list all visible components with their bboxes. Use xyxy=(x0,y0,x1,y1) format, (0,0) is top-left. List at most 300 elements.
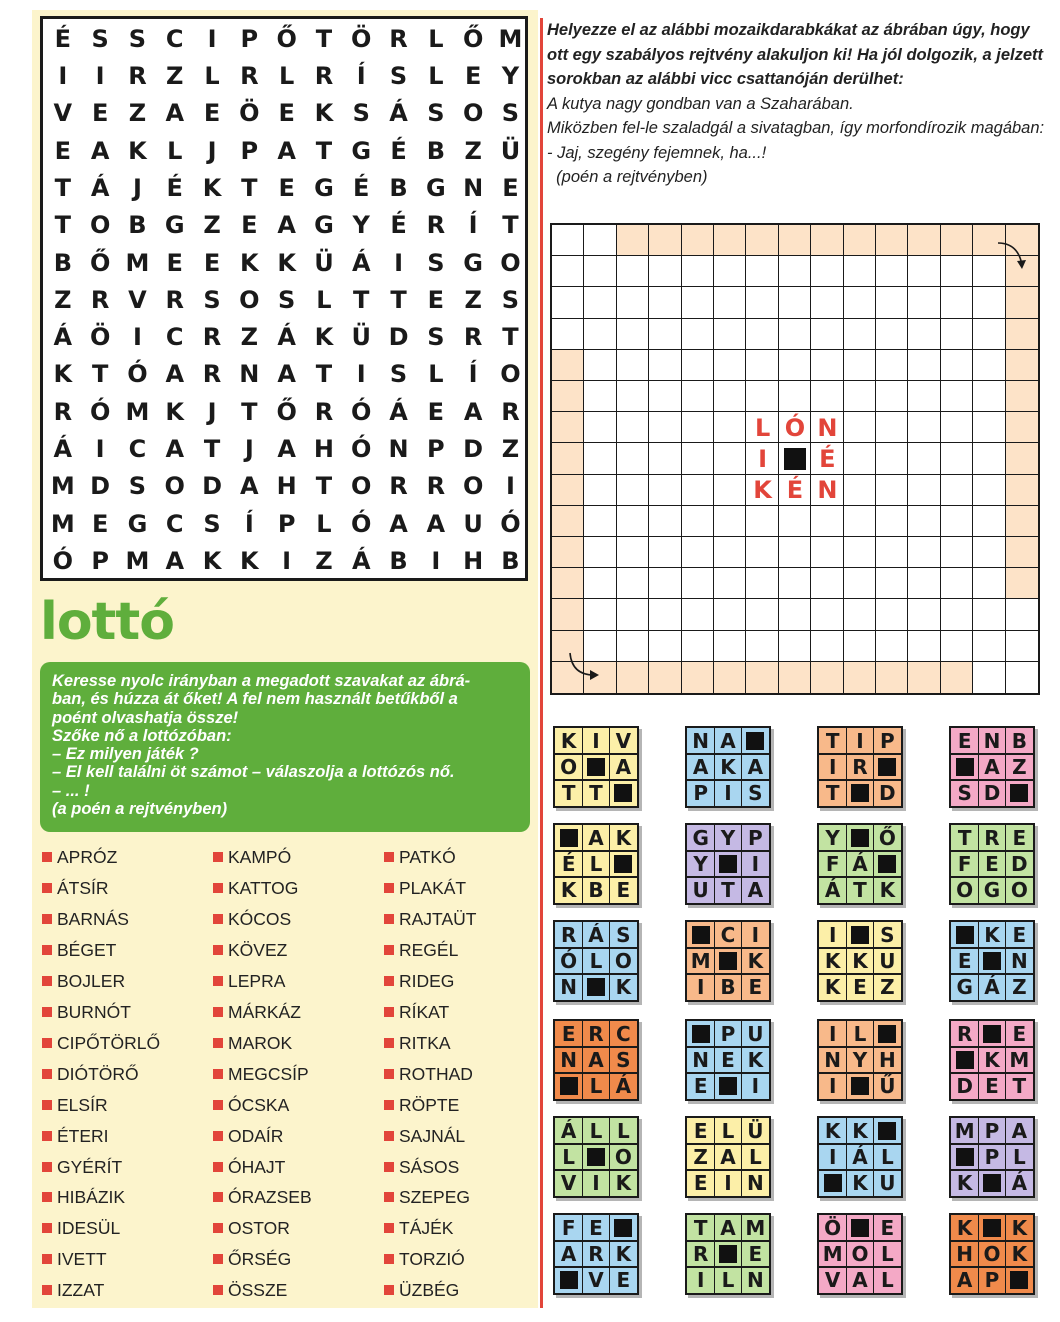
grid-cell[interactable] xyxy=(584,256,616,287)
piece-gridline xyxy=(873,922,875,1000)
grid-cell[interactable] xyxy=(876,443,908,474)
grid-cell[interactable] xyxy=(584,443,616,474)
piece-letter: L xyxy=(589,1074,603,1098)
grid-cell[interactable] xyxy=(941,412,973,443)
grid-cell[interactable] xyxy=(941,350,973,381)
grid-cell[interactable] xyxy=(908,475,940,506)
grid-cell-highlighted[interactable] xyxy=(552,381,584,412)
wordsearch-letter: I xyxy=(505,472,515,501)
piece-letter: Ü xyxy=(747,1119,764,1143)
grid-cell[interactable] xyxy=(876,537,908,568)
grid-cell[interactable] xyxy=(714,443,746,474)
wordsearch-letter: C xyxy=(165,24,184,53)
piece-letter: K xyxy=(824,975,841,999)
grid-cell[interactable] xyxy=(908,599,940,630)
wordsearch-letter: R xyxy=(389,472,408,501)
mosaic-piece[interactable] xyxy=(949,823,1035,905)
grid-cell[interactable] xyxy=(649,506,681,537)
grid-cell[interactable] xyxy=(682,631,714,662)
grid-cell[interactable] xyxy=(584,381,616,412)
grid-cell[interactable] xyxy=(876,381,908,412)
grid-cell[interactable] xyxy=(876,568,908,599)
grid-cell-highlighted[interactable] xyxy=(844,662,876,693)
grid-cell[interactable] xyxy=(844,412,876,443)
grid-cell[interactable] xyxy=(973,475,1005,506)
mosaic-piece[interactable] xyxy=(685,726,771,808)
mosaic-piece[interactable] xyxy=(949,1213,1035,1295)
grid-cell-highlighted[interactable] xyxy=(811,662,843,693)
grid-cell[interactable] xyxy=(779,350,811,381)
mosaic-piece[interactable] xyxy=(817,726,903,808)
grid-cell-highlighted[interactable] xyxy=(941,662,973,693)
grid-cell[interactable] xyxy=(941,443,973,474)
grid-cell[interactable] xyxy=(876,350,908,381)
grid-cell[interactable] xyxy=(649,256,681,287)
grid-cell[interactable] xyxy=(779,599,811,630)
grid-cell[interactable] xyxy=(584,599,616,630)
grid-cell[interactable] xyxy=(746,599,778,630)
grid-cell[interactable] xyxy=(1006,662,1038,693)
bullet-square-icon xyxy=(213,1162,223,1172)
mosaic-joke-line: - Jaj, szegény fejemnek, ha...! xyxy=(547,143,767,162)
mosaic-piece[interactable] xyxy=(817,920,903,1002)
wordsearch-letter: Í xyxy=(468,360,478,389)
grid-cell[interactable] xyxy=(617,381,649,412)
grid-cell-highlighted[interactable] xyxy=(1006,319,1038,350)
grid-cell[interactable] xyxy=(649,537,681,568)
grid-cell[interactable] xyxy=(552,225,584,256)
piece-letter: A xyxy=(720,1216,736,1240)
piece-letter: K xyxy=(852,1171,868,1195)
wordsearch-letter: A xyxy=(277,211,296,240)
grid-cell[interactable] xyxy=(844,443,876,474)
mosaic-piece[interactable] xyxy=(553,1019,639,1101)
grid-cell[interactable] xyxy=(649,412,681,443)
grid-cell-highlighted[interactable] xyxy=(844,225,876,256)
grid-cell-highlighted[interactable] xyxy=(682,225,714,256)
piece-letter: E xyxy=(985,852,999,876)
grid-cell[interactable] xyxy=(552,319,584,350)
mosaic-piece[interactable] xyxy=(685,1019,771,1101)
grid-cell-highlighted[interactable] xyxy=(1006,506,1038,537)
grid-cell[interactable] xyxy=(941,319,973,350)
mosaic-joke-line: Miközben fel-le szaladgál a sivatagban, így morfondírozik magában: xyxy=(547,119,1045,137)
grid-cell[interactable] xyxy=(779,568,811,599)
piece-letter: K xyxy=(984,1048,1000,1072)
grid-cell[interactable] xyxy=(714,568,746,599)
grid-cell[interactable] xyxy=(844,475,876,506)
wordsearch-letter: L xyxy=(167,136,183,165)
word-list-item xyxy=(42,1095,108,1116)
grid-cell[interactable] xyxy=(973,599,1005,630)
grid-cell[interactable] xyxy=(714,537,746,568)
grid-cell[interactable] xyxy=(682,287,714,318)
grid-cell[interactable] xyxy=(682,599,714,630)
mosaic-piece[interactable] xyxy=(949,920,1035,1002)
grid-cell[interactable] xyxy=(779,537,811,568)
mosaic-piece[interactable] xyxy=(685,1213,771,1295)
word-text: ÓRAZSEB xyxy=(228,1187,312,1208)
grid-cell[interactable] xyxy=(844,599,876,630)
grid-cell[interactable] xyxy=(876,475,908,506)
grid-cell-highlighted[interactable] xyxy=(746,662,778,693)
grid-cell-highlighted[interactable] xyxy=(746,225,778,256)
grid-cell[interactable] xyxy=(649,381,681,412)
grid-cell[interactable] xyxy=(844,350,876,381)
mosaic-piece[interactable] xyxy=(553,1213,639,1295)
grid-cell[interactable] xyxy=(811,256,843,287)
grid-cell[interactable] xyxy=(584,568,616,599)
grid-cell[interactable] xyxy=(584,412,616,443)
grid-cell-highlighted[interactable] xyxy=(779,662,811,693)
grid-cell-highlighted[interactable] xyxy=(1006,475,1038,506)
grid-cell-highlighted[interactable] xyxy=(552,599,584,630)
grid-cell[interactable] xyxy=(811,568,843,599)
grid-cell[interactable] xyxy=(682,443,714,474)
piece-letter: I xyxy=(592,1171,600,1195)
grid-cell[interactable] xyxy=(682,256,714,287)
grid-cell[interactable] xyxy=(844,631,876,662)
grid-cell-highlighted[interactable] xyxy=(552,350,584,381)
grid-cell[interactable] xyxy=(908,443,940,474)
grid-cell[interactable] xyxy=(844,381,876,412)
grid-cell[interactable] xyxy=(908,256,940,287)
grid-cell[interactable] xyxy=(811,350,843,381)
grid-cell-highlighted[interactable] xyxy=(1006,350,1038,381)
grid-cell[interactable] xyxy=(617,443,649,474)
grid-cell[interactable] xyxy=(811,381,843,412)
mosaic-piece[interactable] xyxy=(949,726,1035,808)
piece-letter: K xyxy=(720,755,736,779)
mosaic-piece[interactable] xyxy=(685,823,771,905)
grid-cell[interactable] xyxy=(584,319,616,350)
grid-cell-highlighted[interactable] xyxy=(1006,443,1038,474)
grid-cell[interactable] xyxy=(876,412,908,443)
grid-cell[interactable] xyxy=(908,381,940,412)
grid-cell[interactable] xyxy=(941,537,973,568)
grid-cell[interactable] xyxy=(844,319,876,350)
piece-gridline xyxy=(978,1118,980,1196)
piece-letter: U xyxy=(879,1171,896,1195)
grid-cell-highlighted[interactable] xyxy=(714,225,746,256)
grid-cell[interactable] xyxy=(584,225,616,256)
grid-cell[interactable] xyxy=(714,287,746,318)
word-list-item xyxy=(384,1095,459,1116)
grid-cell[interactable] xyxy=(876,631,908,662)
grid-cell[interactable] xyxy=(584,506,616,537)
grid-cell[interactable] xyxy=(746,319,778,350)
grid-cell[interactable] xyxy=(617,287,649,318)
grid-cell[interactable] xyxy=(649,475,681,506)
grid-cell-highlighted[interactable] xyxy=(714,662,746,693)
grid-cell-highlighted[interactable] xyxy=(552,412,584,443)
grid-cell[interactable] xyxy=(908,506,940,537)
wordsearch-letter: Ó xyxy=(351,397,372,426)
grid-cell[interactable] xyxy=(746,350,778,381)
piece-gridline xyxy=(555,779,637,781)
mosaic-piece[interactable] xyxy=(949,1019,1035,1101)
piece-gridline xyxy=(714,922,716,1000)
wordsearch-letter: S xyxy=(389,360,408,389)
grid-cell[interactable] xyxy=(649,319,681,350)
grid-cell-highlighted[interactable] xyxy=(552,443,584,474)
grid-cell[interactable] xyxy=(746,381,778,412)
grid-cell[interactable] xyxy=(746,256,778,287)
grid-cell[interactable] xyxy=(649,568,681,599)
grid-cell[interactable] xyxy=(973,631,1005,662)
grid-cell-highlighted[interactable] xyxy=(1006,381,1038,412)
grid-cell[interactable] xyxy=(973,412,1005,443)
grid-cell[interactable] xyxy=(649,599,681,630)
grid-cell[interactable] xyxy=(682,475,714,506)
mosaic-piece[interactable] xyxy=(817,1213,903,1295)
wordsearch-letter: Z xyxy=(240,323,259,352)
wordsearch-letter: Z xyxy=(128,99,147,128)
grid-cell[interactable] xyxy=(811,599,843,630)
wordsearch-letter: Ö xyxy=(89,323,111,352)
piece-gridline xyxy=(819,779,901,781)
wordsearch-letter: B xyxy=(389,546,408,575)
grid-cell[interactable] xyxy=(649,350,681,381)
grid-cell[interactable] xyxy=(908,537,940,568)
grid-cell[interactable] xyxy=(714,631,746,662)
wordsearch-letter: K xyxy=(165,397,185,426)
piece-letter: K xyxy=(615,1171,632,1195)
grid-cell-highlighted[interactable] xyxy=(617,662,649,693)
grid-cell[interactable] xyxy=(941,599,973,630)
grid-cell[interactable] xyxy=(1006,631,1038,662)
grid-cell[interactable] xyxy=(779,319,811,350)
grid-cell[interactable] xyxy=(649,443,681,474)
grid-cell[interactable] xyxy=(584,475,616,506)
grid-cell[interactable] xyxy=(682,412,714,443)
grid-cell[interactable] xyxy=(908,412,940,443)
grid-cell[interactable] xyxy=(779,506,811,537)
grid-cell[interactable] xyxy=(682,568,714,599)
piece-letter: A xyxy=(615,755,632,779)
piece-letter: K xyxy=(615,1242,632,1266)
grid-cell[interactable] xyxy=(714,475,746,506)
grid-cell[interactable] xyxy=(617,319,649,350)
grid-cell[interactable] xyxy=(617,506,649,537)
grid-cell[interactable] xyxy=(714,599,746,630)
grid-cell[interactable] xyxy=(973,568,1005,599)
piece-letter: K xyxy=(1011,1216,1028,1240)
piece-gridline xyxy=(555,1169,637,1171)
grid-cell[interactable] xyxy=(779,287,811,318)
mosaic-piece[interactable] xyxy=(817,1019,903,1101)
grid-cell-highlighted[interactable] xyxy=(617,225,649,256)
grid-cell[interactable] xyxy=(973,381,1005,412)
wordsearch-letter: D xyxy=(388,323,409,352)
grid-cell[interactable] xyxy=(941,475,973,506)
word-text: REGÉL xyxy=(399,939,459,960)
grid-cell[interactable] xyxy=(682,506,714,537)
piece-gridline xyxy=(714,1215,716,1293)
grid-cell[interactable] xyxy=(908,568,940,599)
grid-cell[interactable] xyxy=(714,381,746,412)
grid-cell-highlighted[interactable] xyxy=(552,537,584,568)
grid-cell-highlighted[interactable] xyxy=(552,475,584,506)
grid-cell[interactable] xyxy=(617,537,649,568)
mosaic-piece[interactable] xyxy=(685,1116,771,1198)
grid-cell[interactable] xyxy=(779,631,811,662)
grid-cell[interactable] xyxy=(876,256,908,287)
grid-cell-highlighted[interactable] xyxy=(1006,287,1038,318)
grid-cell-highlighted[interactable] xyxy=(649,225,681,256)
piece-gridline xyxy=(951,947,1033,949)
grid-cell[interactable] xyxy=(973,506,1005,537)
grid-cell[interactable] xyxy=(682,537,714,568)
wordsearch-row xyxy=(43,20,525,58)
grid-cell-highlighted[interactable] xyxy=(552,568,584,599)
grid-given-letter: K xyxy=(753,476,772,505)
grid-cell[interactable] xyxy=(941,381,973,412)
wordsearch-letter: N xyxy=(388,435,409,464)
grid-cell[interactable] xyxy=(617,256,649,287)
grid-cell[interactable] xyxy=(908,350,940,381)
grid-cell[interactable] xyxy=(584,350,616,381)
grid-cell-highlighted[interactable] xyxy=(876,225,908,256)
grid-cell[interactable] xyxy=(714,319,746,350)
grid-cell-highlighted[interactable] xyxy=(552,506,584,537)
grid-cell[interactable] xyxy=(876,506,908,537)
grid-cell[interactable] xyxy=(811,506,843,537)
grid-cell[interactable] xyxy=(973,350,1005,381)
grid-cell[interactable] xyxy=(876,319,908,350)
grid-cell[interactable] xyxy=(973,537,1005,568)
mosaic-piece[interactable] xyxy=(553,1116,639,1198)
wordsearch-letter: R xyxy=(240,62,259,91)
piece-letter: K xyxy=(852,949,868,973)
grid-cell[interactable] xyxy=(811,631,843,662)
grid-cell-highlighted[interactable] xyxy=(779,225,811,256)
piece-letter: Z xyxy=(880,975,895,999)
grid-cell[interactable] xyxy=(714,412,746,443)
grid-cell[interactable] xyxy=(811,319,843,350)
grid-cell[interactable] xyxy=(552,256,584,287)
grid-cell-highlighted[interactable] xyxy=(1006,412,1038,443)
grid-cell[interactable] xyxy=(617,631,649,662)
piece-gridline xyxy=(819,947,901,949)
mosaic-piece[interactable] xyxy=(817,1116,903,1198)
grid-cell[interactable] xyxy=(649,287,681,318)
mosaic-piece[interactable] xyxy=(553,726,639,808)
grid-cell[interactable] xyxy=(941,568,973,599)
grid-cell[interactable] xyxy=(973,287,1005,318)
grid-cell[interactable] xyxy=(876,599,908,630)
grid-cell[interactable] xyxy=(617,475,649,506)
grid-cell[interactable] xyxy=(714,350,746,381)
wordsearch-letter: Y xyxy=(352,211,370,240)
grid-cell[interactable] xyxy=(714,506,746,537)
word-text: ROTHAD xyxy=(399,1063,473,1084)
grid-cell[interactable] xyxy=(1006,599,1038,630)
grid-cell[interactable] xyxy=(908,631,940,662)
grid-cell[interactable] xyxy=(617,568,649,599)
wordsearch-letter: K xyxy=(314,99,334,128)
grid-cell[interactable] xyxy=(844,537,876,568)
piece-letter: Á xyxy=(984,975,1000,999)
grid-cell-highlighted[interactable] xyxy=(1006,537,1038,568)
grid-cell[interactable] xyxy=(973,319,1005,350)
mosaic-piece[interactable] xyxy=(553,920,639,1002)
grid-cell[interactable] xyxy=(649,631,681,662)
grid-cell[interactable] xyxy=(908,319,940,350)
word-list-item xyxy=(42,1033,160,1054)
grid-cell[interactable] xyxy=(682,319,714,350)
piece-letter: N xyxy=(692,1048,710,1072)
word-list-item xyxy=(42,1002,131,1023)
mosaic-piece[interactable] xyxy=(949,1116,1035,1198)
grid-cell-highlighted[interactable] xyxy=(811,225,843,256)
grid-cell[interactable] xyxy=(617,350,649,381)
mosaic-piece[interactable] xyxy=(553,823,639,905)
grid-cell[interactable] xyxy=(844,287,876,318)
grid-cell[interactable] xyxy=(811,287,843,318)
grid-cell[interactable] xyxy=(584,537,616,568)
grid-cell[interactable] xyxy=(617,599,649,630)
grid-cell[interactable] xyxy=(844,568,876,599)
piece-letter: K xyxy=(852,1119,868,1143)
mosaic-piece[interactable] xyxy=(685,920,771,1002)
grid-cell[interactable] xyxy=(811,537,843,568)
grid-cell[interactable] xyxy=(973,662,1005,693)
grid-cell[interactable] xyxy=(973,443,1005,474)
grid-cell-highlighted[interactable] xyxy=(908,662,940,693)
grid-cell-highlighted[interactable] xyxy=(649,662,681,693)
grid-cell[interactable] xyxy=(941,287,973,318)
grid-cell[interactable] xyxy=(746,506,778,537)
wordsearch-letter: E xyxy=(427,285,445,314)
grid-cell[interactable] xyxy=(746,631,778,662)
word-list-item xyxy=(213,1095,289,1116)
grid-cell[interactable] xyxy=(941,631,973,662)
wordsearch-letter: J xyxy=(207,397,217,426)
wordsearch-letter: M xyxy=(125,248,150,277)
grid-cell-highlighted[interactable] xyxy=(941,225,973,256)
grid-cell[interactable] xyxy=(682,381,714,412)
grid-cell[interactable] xyxy=(617,412,649,443)
grid-cell-highlighted[interactable] xyxy=(876,662,908,693)
grid-cell[interactable] xyxy=(682,350,714,381)
grid-cell[interactable] xyxy=(844,256,876,287)
piece-letter: S xyxy=(880,923,895,947)
grid-given-letter: Ó xyxy=(784,413,806,442)
grid-cell[interactable] xyxy=(779,381,811,412)
grid-cell[interactable] xyxy=(746,568,778,599)
grid-cell-highlighted[interactable] xyxy=(682,662,714,693)
grid-cell[interactable] xyxy=(714,256,746,287)
grid-cell[interactable] xyxy=(779,256,811,287)
grid-cell[interactable] xyxy=(908,287,940,318)
piece-letter: F xyxy=(561,1216,576,1240)
piece-gridline xyxy=(609,1215,611,1293)
grid-cell[interactable] xyxy=(941,506,973,537)
grid-cell[interactable] xyxy=(746,287,778,318)
grid-cell[interactable] xyxy=(746,537,778,568)
grid-cell[interactable] xyxy=(876,287,908,318)
grid-cell[interactable] xyxy=(552,287,584,318)
grid-cell[interactable] xyxy=(844,506,876,537)
wordsearch-letter: I xyxy=(95,62,105,91)
grid-cell[interactable] xyxy=(584,287,616,318)
grid-cell-highlighted[interactable] xyxy=(908,225,940,256)
grid-cell-highlighted[interactable] xyxy=(1006,568,1038,599)
piece-black-square xyxy=(1006,780,1033,806)
mosaic-piece[interactable] xyxy=(817,823,903,905)
grid-cell[interactable] xyxy=(941,256,973,287)
